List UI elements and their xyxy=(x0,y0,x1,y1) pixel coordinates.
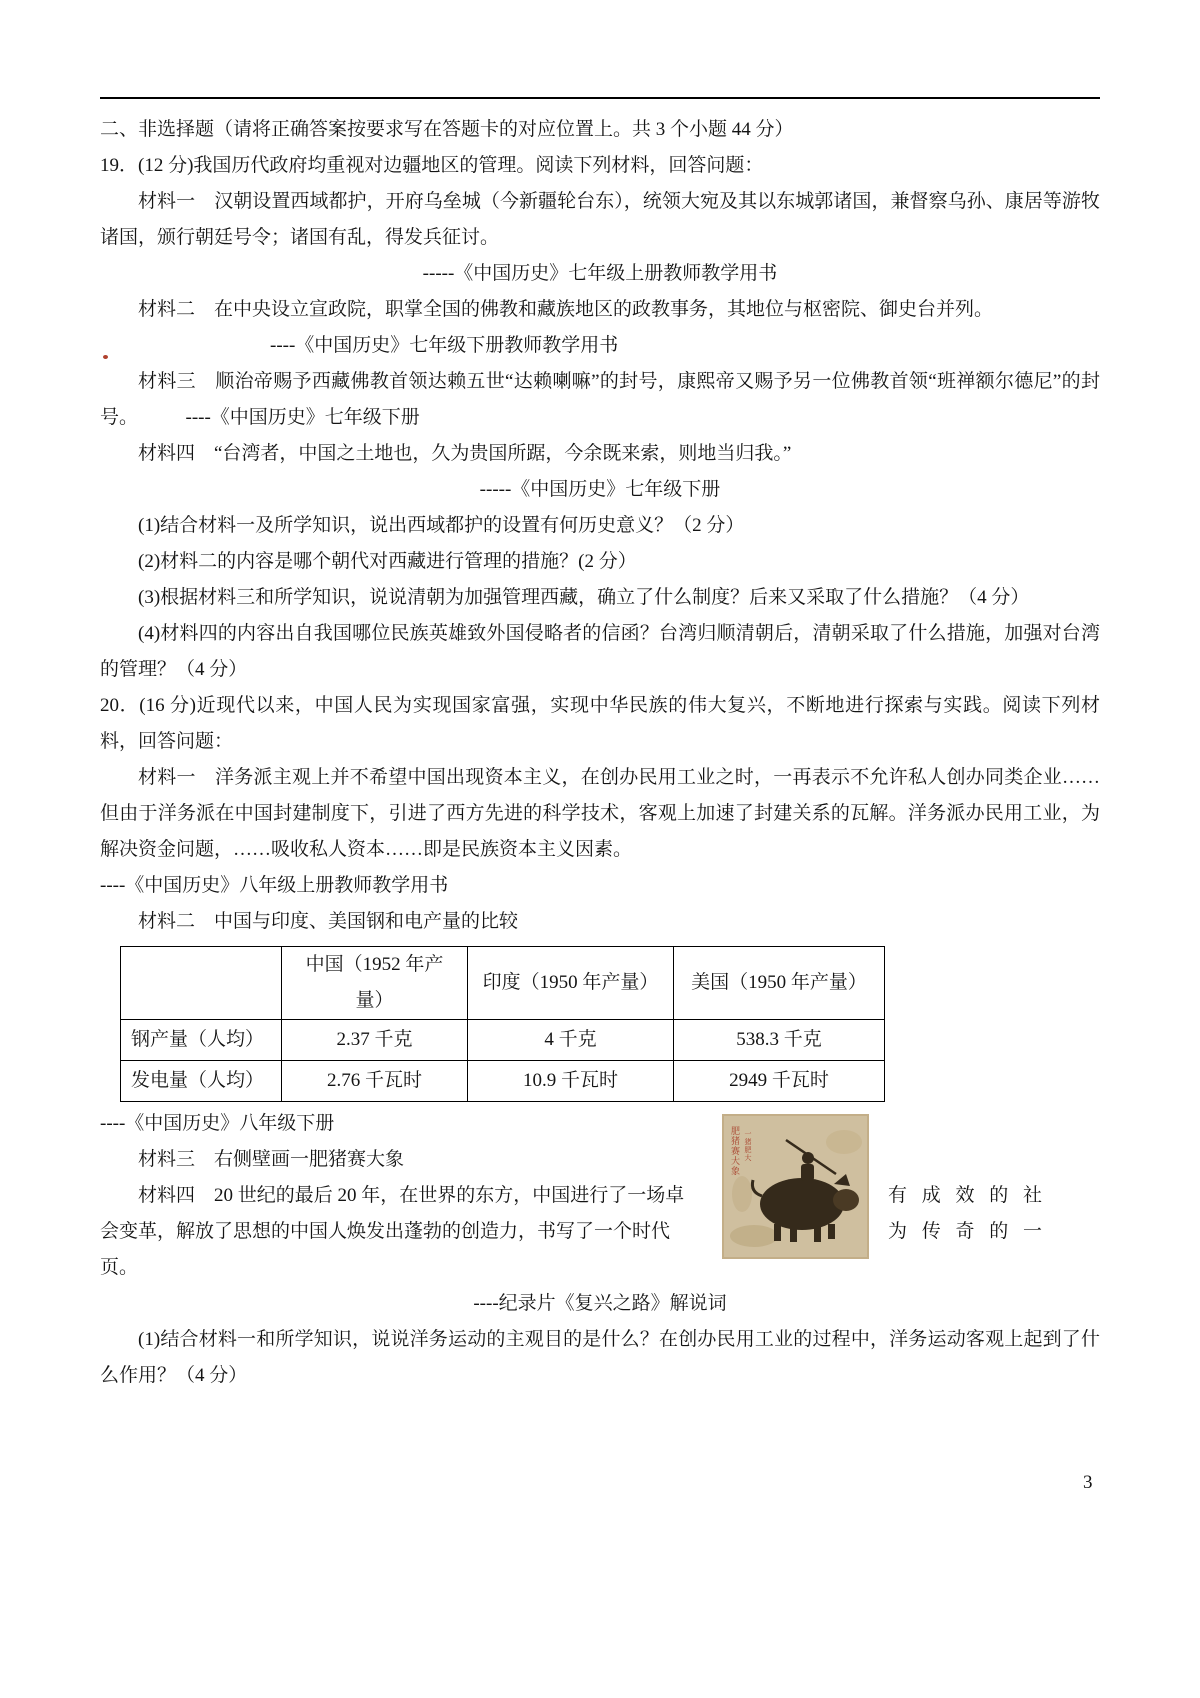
table-header-cell: 美国（1950 年产量） xyxy=(674,947,885,1020)
material4-text-left: 页。 xyxy=(100,1257,139,1278)
material4-text-left: 会变革，解放了思想的中国人焕发出蓬勃的创造力，书写了一个时代 xyxy=(100,1221,671,1242)
table-header-cell xyxy=(121,947,282,1020)
q20-material4-source: ----纪录片《复兴之路》解说词 xyxy=(473,1293,727,1314)
q20-material4-line xyxy=(100,1250,1100,1286)
q19-question-4: (4)材料四的内容出自我国哪位民族英雄致外国侵略者的信函？台湾归顺清朝后，清朝采取了什么措施，加强对台湾的管理？（4 分） xyxy=(100,623,1100,680)
q20-material3: 材料三 右侧壁画一肥猪赛大象 xyxy=(138,1149,405,1170)
page-number: 3 xyxy=(1083,1472,1093,1493)
svg-text:一猪肥大: 一猪肥大 xyxy=(744,1130,752,1162)
material4-text-left: 材料四 20 世纪的最后 20 年，在世界的东方，中国进行了一场卓 xyxy=(138,1185,685,1206)
table-cell: 2949 千瓦时 xyxy=(674,1061,885,1102)
table-header-row xyxy=(121,947,885,1020)
section-header: 二、非选择题（请将正确答案按要求写在答题卡的对应位置上。共 3 个小题 44 分） xyxy=(100,119,794,140)
material4-text-right: 为 传 奇 的 一 xyxy=(888,1221,1048,1242)
row-label-cell: 发电量（人均） xyxy=(121,1061,282,1102)
table-cell: 10.9 千瓦时 xyxy=(468,1061,674,1102)
q20-intro: 20．(16 分)近现代以来，中国人民为实现国家富强，实现中华民族的伟大复兴，不断地进行探索与实践。阅读下列材料，回答问题： xyxy=(100,695,1100,752)
q19-material3: 材料三 顺治帝赐予西藏佛教首领达赖五世“达赖喇嘛”的封号，康熙帝又赐予另一位佛教首领“班禅额尔德尼”的封号。 ----《中国历史》七年级下册 xyxy=(100,371,1100,428)
q20-question-1: (1)结合材料一和所学知识，说说洋务运动的主观目的是什么？在创办民用工业的过程中，洋务运动客观上起到了什么作用？（4 分） xyxy=(100,1329,1100,1386)
table-cell: 4 千克 xyxy=(468,1020,674,1061)
q19-question-1: (1)结合材料一及所学知识，说出西域都护的设置有何历史意义？（2 分） xyxy=(138,515,745,536)
q19-material1: 材料一 汉朝设置西域都护，开府乌垒城（今新疆轮台东），统领大宛及其以东城郭诸国，兼督察乌孙、康居等游牧诸国，颁行朝廷号令；诸国有乱，得发兵征讨。 xyxy=(100,191,1100,248)
q19-material2-source: ----《中国历史》七年级下册教师教学用书 xyxy=(270,335,619,356)
table-cell: 2.76 千瓦时 xyxy=(282,1061,468,1102)
q19-question-2: (2)材料二的内容是哪个朝代对西藏进行管理的措施？(2 分） xyxy=(138,551,637,572)
q19-intro: 19．(12 分)我国历代政府均重视对边疆地区的管理。阅读下列材料，回答问题： xyxy=(100,155,764,176)
table-row xyxy=(121,1061,885,1102)
q20-material1-source: ----《中国历史》八年级上册教师教学用书 xyxy=(100,875,449,896)
exam-content xyxy=(100,112,1100,1394)
q20-material4-line xyxy=(100,1178,1100,1214)
svg-text:肥猪赛大象: 肥猪赛大象 xyxy=(730,1126,740,1176)
row-label-cell: 钢产量（人均） xyxy=(121,1020,282,1061)
figure-section xyxy=(100,1106,1100,1286)
q19-question-3: (3)根据材料三和所学知识，说说清朝为加强管理西藏，确立了什么制度？后来又采取了什么措施？（4 分） xyxy=(138,587,1030,608)
material4-text-right: 有 成 效 的 社 xyxy=(888,1185,1048,1206)
q19-material2: 材料二 在中央设立宣政院，职掌全国的佛教和藏族地区的政教事务，其地位与枢密院、御史台并列。 xyxy=(138,299,994,320)
header-rule xyxy=(100,97,1100,99)
q20-material2-caption: 材料二 中国与印度、美国钢和电产量的比较 xyxy=(138,911,519,932)
q19-material4: 材料四 “台湾者，中国之土地也，久为贵国所踞，今余既来索，则地当归我。” xyxy=(138,443,792,464)
table-header-cell: 印度（1950 年产量） xyxy=(468,947,674,1020)
output-comparison-table xyxy=(120,946,885,1102)
table-header-cell: 中国（1952 年产量） xyxy=(282,947,468,1020)
table-cell: 538.3 千克 xyxy=(674,1020,885,1061)
q19-material1-source: -----《中国历史》七年级上册教师教学用书 xyxy=(422,263,778,284)
q20-material4-line xyxy=(100,1214,1100,1250)
q20-material1: 材料一 洋务派主观上并不希望中国出现资本主义，在创办民用工业之时，一再表示不允许私人创办同类企业……但由于洋务派在中国封建制度下，引进了西方先进的科学技术，客观上加速了封建关系的瓦解。洋务派办民用工业，为解决资金问题，……吸收私人资本……即是民族资本主义因素。 xyxy=(100,767,1100,860)
q20-table-source: ----《中国历史》八年级下册 xyxy=(100,1113,335,1134)
q19-material4-source: -----《中国历史》七年级下册 xyxy=(479,479,721,500)
table-row xyxy=(121,1020,885,1061)
table-cell: 2.37 千克 xyxy=(282,1020,468,1061)
